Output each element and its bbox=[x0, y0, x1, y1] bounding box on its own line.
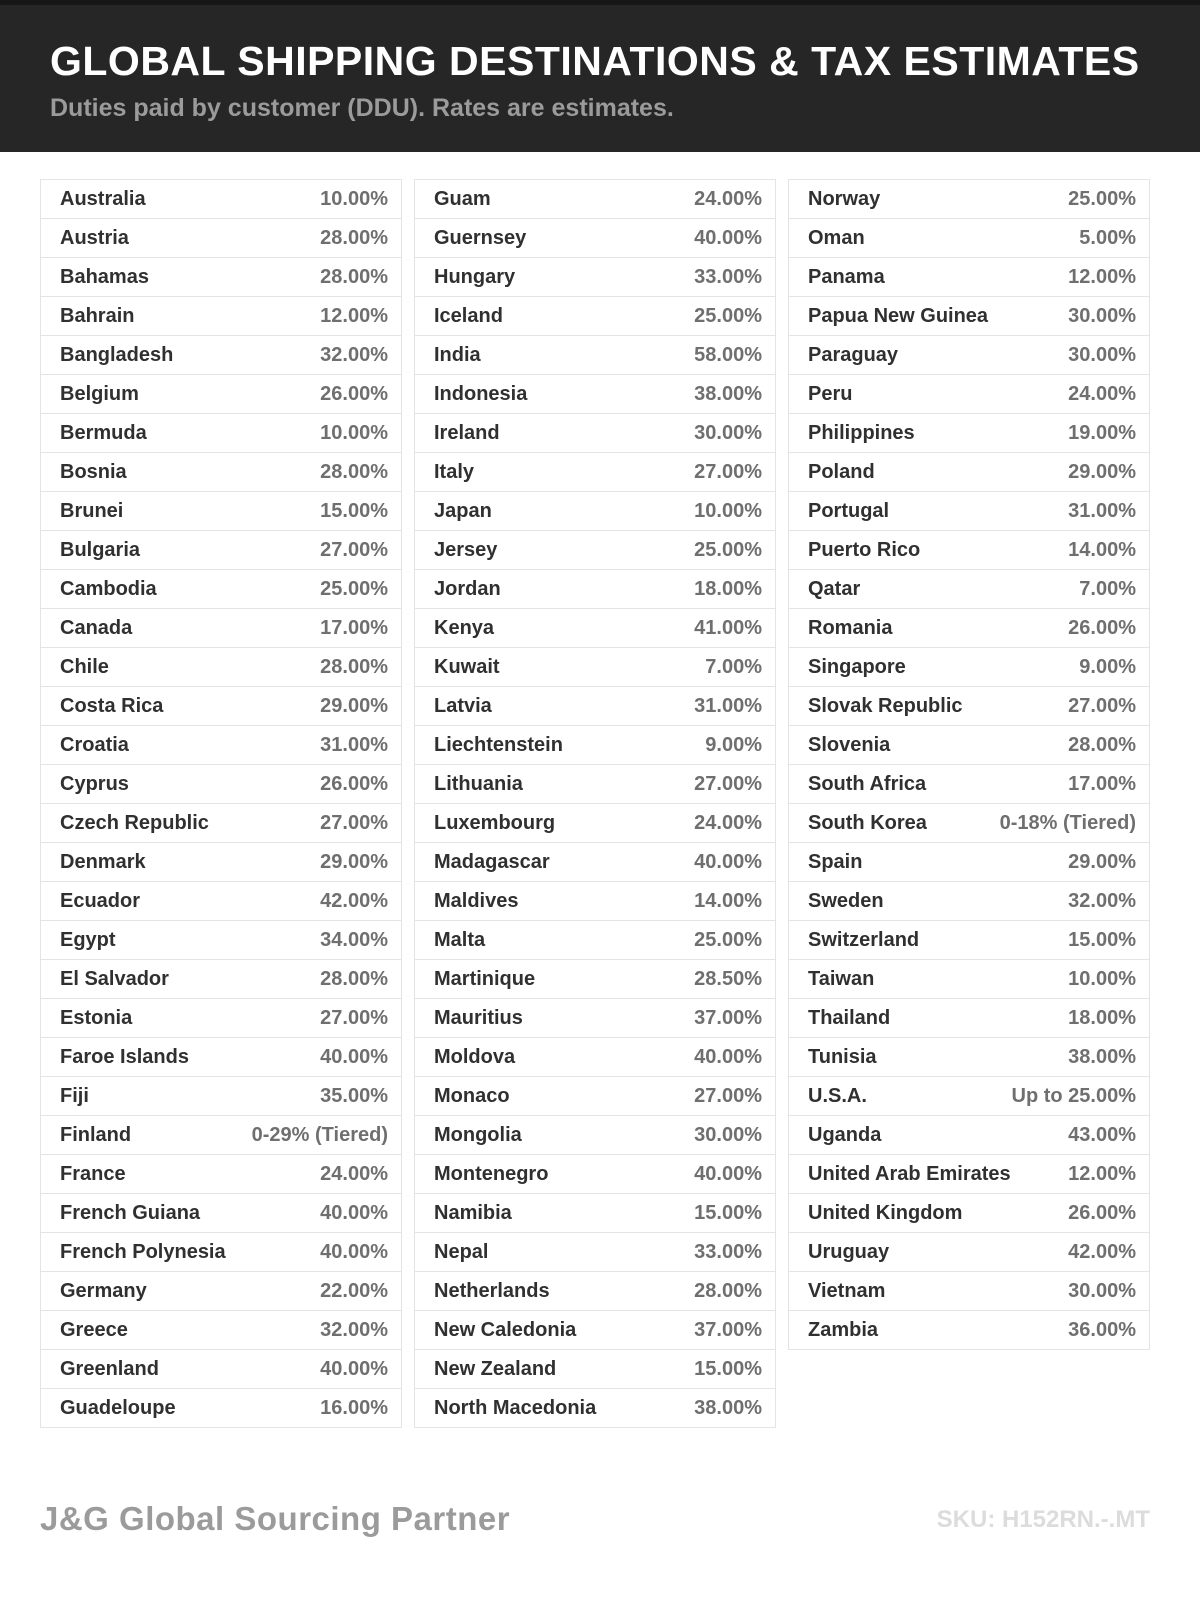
country-name: Luxembourg bbox=[434, 811, 556, 834]
country-name: Madagascar bbox=[434, 850, 550, 873]
country-name: Kuwait bbox=[434, 655, 500, 678]
tax-rate: 28.00% bbox=[320, 967, 388, 990]
table-row bbox=[40, 608, 402, 648]
table-row bbox=[788, 959, 1150, 999]
table-row bbox=[40, 335, 402, 375]
country-name: Greenland bbox=[60, 1357, 159, 1380]
country-name: Slovak Republic bbox=[808, 694, 963, 717]
table-row bbox=[788, 296, 1150, 336]
country-name: Singapore bbox=[808, 655, 906, 678]
tax-rate: 25.00% bbox=[320, 577, 388, 600]
table-row bbox=[788, 803, 1150, 843]
country-name: Latvia bbox=[434, 694, 492, 717]
tax-rate: 17.00% bbox=[320, 616, 388, 639]
tax-rate: 28.00% bbox=[320, 226, 388, 249]
tax-rate: 25.00% bbox=[694, 538, 762, 561]
country-name: Estonia bbox=[60, 1006, 133, 1029]
tax-rate: 10.00% bbox=[1068, 967, 1136, 990]
country-name: Ecuador bbox=[60, 889, 141, 912]
table-column-3 bbox=[788, 179, 1150, 1350]
table-row bbox=[414, 452, 776, 492]
tax-rate: 25.00% bbox=[1068, 187, 1136, 210]
table-row bbox=[414, 959, 776, 999]
country-name: Martinique bbox=[434, 967, 536, 990]
country-name: Namibia bbox=[434, 1201, 512, 1224]
tax-rate: 5.00% bbox=[1079, 226, 1136, 249]
tax-rate: 34.00% bbox=[320, 928, 388, 951]
table-row bbox=[788, 569, 1150, 609]
country-name: Chile bbox=[60, 655, 109, 678]
table-row bbox=[40, 1115, 402, 1155]
country-name: United Arab Emirates bbox=[808, 1162, 1011, 1185]
table-row bbox=[414, 374, 776, 414]
tax-rate: 28.00% bbox=[1068, 733, 1136, 756]
table-row bbox=[414, 1115, 776, 1155]
country-name: Papua New Guinea bbox=[808, 304, 989, 327]
table-row bbox=[40, 413, 402, 453]
tax-rate: 12.00% bbox=[1068, 1162, 1136, 1185]
table-row bbox=[414, 257, 776, 297]
country-name: Uganda bbox=[808, 1123, 882, 1146]
table-row bbox=[414, 218, 776, 258]
country-name: Poland bbox=[808, 460, 875, 483]
country-name: Cambodia bbox=[60, 577, 157, 600]
tax-rate: 42.00% bbox=[320, 889, 388, 912]
table-row bbox=[414, 686, 776, 726]
table-row bbox=[788, 725, 1150, 765]
country-name: Taiwan bbox=[808, 967, 875, 990]
tax-rate: 40.00% bbox=[694, 1162, 762, 1185]
table-row bbox=[788, 1271, 1150, 1311]
country-name: Finland bbox=[60, 1123, 132, 1146]
tax-rate: 24.00% bbox=[320, 1162, 388, 1185]
table-row bbox=[414, 530, 776, 570]
tax-rate: 29.00% bbox=[1068, 460, 1136, 483]
tax-rate: 12.00% bbox=[1068, 265, 1136, 288]
tax-rate: 33.00% bbox=[694, 1240, 762, 1263]
tax-rate: 27.00% bbox=[320, 1006, 388, 1029]
country-name: Iceland bbox=[434, 304, 503, 327]
table-row bbox=[788, 608, 1150, 648]
table-row bbox=[414, 569, 776, 609]
table-row bbox=[414, 881, 776, 921]
tax-rate: 28.00% bbox=[320, 655, 388, 678]
table-row bbox=[414, 1310, 776, 1350]
tax-rate: 28.00% bbox=[320, 460, 388, 483]
tax-rate: 0-18% (Tiered) bbox=[999, 811, 1136, 834]
tax-rate: 30.00% bbox=[1068, 304, 1136, 327]
tax-rate: 25.00% bbox=[694, 928, 762, 951]
country-name: Vietnam bbox=[808, 1279, 886, 1302]
country-name: Puerto Rico bbox=[808, 538, 921, 561]
country-name: Brunei bbox=[60, 499, 124, 522]
country-name: Lithuania bbox=[434, 772, 523, 795]
tax-rate: 26.00% bbox=[320, 382, 388, 405]
tax-rate: 14.00% bbox=[1068, 538, 1136, 561]
country-name: Canada bbox=[60, 616, 133, 639]
country-name: Mauritius bbox=[434, 1006, 523, 1029]
country-name: Bahamas bbox=[60, 265, 149, 288]
country-name: Philippines bbox=[808, 421, 915, 444]
table-row bbox=[788, 842, 1150, 882]
table-row bbox=[414, 335, 776, 375]
country-name: Slovenia bbox=[808, 733, 891, 756]
tax-rate: 15.00% bbox=[694, 1357, 762, 1380]
table-row bbox=[788, 257, 1150, 297]
country-name: Qatar bbox=[808, 577, 861, 600]
country-name: U.S.A. bbox=[808, 1084, 867, 1107]
table-row bbox=[414, 1271, 776, 1311]
country-name: Peru bbox=[808, 382, 853, 405]
tax-rate: 9.00% bbox=[1079, 655, 1136, 678]
country-name: Guernsey bbox=[434, 226, 527, 249]
tax-rate: 36.00% bbox=[1068, 1318, 1136, 1341]
tax-rate: 24.00% bbox=[694, 811, 762, 834]
country-name: Indonesia bbox=[434, 382, 528, 405]
tax-rate: 24.00% bbox=[694, 187, 762, 210]
tax-rate: 27.00% bbox=[694, 460, 762, 483]
table-row bbox=[40, 647, 402, 687]
country-name: Kenya bbox=[434, 616, 495, 639]
country-name: Egypt bbox=[60, 928, 116, 951]
table-row bbox=[40, 1154, 402, 1194]
table-row bbox=[788, 1115, 1150, 1155]
table-row bbox=[414, 725, 776, 765]
country-name: Switzerland bbox=[808, 928, 920, 951]
table-row bbox=[788, 413, 1150, 453]
table-row bbox=[788, 335, 1150, 375]
country-name: Jordan bbox=[434, 577, 501, 600]
table-row bbox=[40, 257, 402, 297]
country-name: North Macedonia bbox=[434, 1396, 597, 1419]
country-name: Bulgaria bbox=[60, 538, 141, 561]
country-name: Malta bbox=[434, 928, 486, 951]
tax-rate: 27.00% bbox=[320, 538, 388, 561]
country-name: Japan bbox=[434, 499, 492, 522]
country-name: Tunisia bbox=[808, 1045, 877, 1068]
tax-rate: 42.00% bbox=[1068, 1240, 1136, 1263]
country-name: Faroe Islands bbox=[60, 1045, 189, 1068]
country-name: South Africa bbox=[808, 772, 927, 795]
table-row bbox=[788, 218, 1150, 258]
table-row bbox=[788, 647, 1150, 687]
table-row bbox=[414, 1076, 776, 1116]
country-name: Jersey bbox=[434, 538, 498, 561]
tax-rate: 9.00% bbox=[705, 733, 762, 756]
table-row bbox=[414, 803, 776, 843]
country-name: United Kingdom bbox=[808, 1201, 963, 1224]
tax-rate: 29.00% bbox=[320, 850, 388, 873]
tax-rate: 27.00% bbox=[694, 772, 762, 795]
table-row bbox=[40, 1037, 402, 1077]
tax-rate: 30.00% bbox=[1068, 343, 1136, 366]
tax-rate: 40.00% bbox=[320, 1240, 388, 1263]
country-name: Montenegro bbox=[434, 1162, 549, 1185]
table-row bbox=[40, 179, 402, 219]
country-name: Costa Rica bbox=[60, 694, 164, 717]
tax-rate: 40.00% bbox=[320, 1357, 388, 1380]
table-row bbox=[414, 491, 776, 531]
country-name: Bahrain bbox=[60, 304, 135, 327]
sku-label: SKU: H152RN.-.MT bbox=[936, 1506, 1150, 1533]
country-name: Portugal bbox=[808, 499, 890, 522]
table-row bbox=[414, 1349, 776, 1389]
tax-rate: 17.00% bbox=[1068, 772, 1136, 795]
tax-rate: 31.00% bbox=[694, 694, 762, 717]
tax-rate: 27.00% bbox=[1068, 694, 1136, 717]
country-name: Austria bbox=[60, 226, 129, 249]
table-row bbox=[40, 803, 402, 843]
table-row bbox=[40, 569, 402, 609]
tax-rate: 28.00% bbox=[320, 265, 388, 288]
country-name: Bosnia bbox=[60, 460, 127, 483]
country-name: Belgium bbox=[60, 382, 139, 405]
page-footer bbox=[40, 1500, 1150, 1538]
country-name: Sweden bbox=[808, 889, 884, 912]
country-name: Paraguay bbox=[808, 343, 899, 366]
table-row bbox=[414, 1154, 776, 1194]
country-name: El Salvador bbox=[60, 967, 169, 990]
tax-rate: 32.00% bbox=[320, 343, 388, 366]
tax-rate: 7.00% bbox=[705, 655, 762, 678]
table-row bbox=[414, 647, 776, 687]
table-row bbox=[788, 452, 1150, 492]
tax-rate: 37.00% bbox=[694, 1006, 762, 1029]
tax-rate: 38.00% bbox=[694, 1396, 762, 1419]
tax-rate: 26.00% bbox=[1068, 616, 1136, 639]
tax-rate: 26.00% bbox=[320, 772, 388, 795]
table-row bbox=[414, 998, 776, 1038]
table-row bbox=[414, 842, 776, 882]
tax-rate: 40.00% bbox=[694, 226, 762, 249]
tax-rate: 37.00% bbox=[694, 1318, 762, 1341]
tax-rate: 29.00% bbox=[320, 694, 388, 717]
table-row bbox=[40, 530, 402, 570]
table-row bbox=[788, 1193, 1150, 1233]
tax-rate: 7.00% bbox=[1079, 577, 1136, 600]
table-row bbox=[40, 764, 402, 804]
table-row bbox=[40, 725, 402, 765]
table-row bbox=[40, 959, 402, 999]
table-row bbox=[788, 920, 1150, 960]
tax-rate: 10.00% bbox=[320, 421, 388, 444]
country-name: Fiji bbox=[60, 1084, 89, 1107]
table-row bbox=[788, 764, 1150, 804]
table-row bbox=[788, 686, 1150, 726]
tax-rate: 18.00% bbox=[694, 577, 762, 600]
table-row bbox=[40, 452, 402, 492]
table-row bbox=[40, 1076, 402, 1116]
tax-rate: 31.00% bbox=[320, 733, 388, 756]
table-row bbox=[788, 1076, 1150, 1116]
tax-rate: 33.00% bbox=[694, 265, 762, 288]
country-name: Netherlands bbox=[434, 1279, 550, 1302]
country-name: Cyprus bbox=[60, 772, 129, 795]
table-row bbox=[414, 296, 776, 336]
country-name: South Korea bbox=[808, 811, 927, 834]
table-row bbox=[414, 764, 776, 804]
tax-rate: 26.00% bbox=[1068, 1201, 1136, 1224]
country-name: Norway bbox=[808, 187, 881, 210]
country-name: Denmark bbox=[60, 850, 146, 873]
table-column-1 bbox=[40, 179, 402, 1428]
country-name: French Polynesia bbox=[60, 1240, 226, 1263]
table-row bbox=[788, 1037, 1150, 1077]
table-row bbox=[788, 1232, 1150, 1272]
table-row bbox=[788, 998, 1150, 1038]
tax-rate: 15.00% bbox=[1068, 928, 1136, 951]
country-name: Romania bbox=[808, 616, 893, 639]
tax-rate: 29.00% bbox=[1068, 850, 1136, 873]
table-row bbox=[788, 179, 1150, 219]
table-row bbox=[414, 1193, 776, 1233]
tax-rate: 32.00% bbox=[1068, 889, 1136, 912]
table-row bbox=[788, 1154, 1150, 1194]
country-name: Italy bbox=[434, 460, 475, 483]
page-header bbox=[0, 0, 1200, 152]
country-name: Greece bbox=[60, 1318, 128, 1341]
page-title: GLOBAL SHIPPING DESTINATIONS & TAX ESTIMATES bbox=[50, 38, 1140, 84]
tax-rate: 43.00% bbox=[1068, 1123, 1136, 1146]
country-name: Guam bbox=[434, 187, 491, 210]
tax-rate: 35.00% bbox=[320, 1084, 388, 1107]
table-row bbox=[40, 1310, 402, 1350]
tax-rate: 18.00% bbox=[1068, 1006, 1136, 1029]
country-name: Australia bbox=[60, 187, 146, 210]
brand-name: J&G Global Sourcing Partner bbox=[40, 1500, 511, 1537]
tax-rate: 16.00% bbox=[320, 1396, 388, 1419]
tax-rate: Up to 25.00% bbox=[1011, 1084, 1136, 1107]
tax-rate-table bbox=[40, 179, 1150, 1428]
country-name: Mongolia bbox=[434, 1123, 522, 1146]
table-row bbox=[788, 881, 1150, 921]
tax-rate: 40.00% bbox=[320, 1201, 388, 1224]
country-name: Uruguay bbox=[808, 1240, 890, 1263]
tax-rate: 14.00% bbox=[694, 889, 762, 912]
tax-rate: 12.00% bbox=[320, 304, 388, 327]
tax-rate: 58.00% bbox=[694, 343, 762, 366]
country-name: Guadeloupe bbox=[60, 1396, 176, 1419]
table-row bbox=[414, 413, 776, 453]
table-row bbox=[40, 374, 402, 414]
country-name: Monaco bbox=[434, 1084, 510, 1107]
country-name: New Caledonia bbox=[434, 1318, 577, 1341]
table-row bbox=[40, 686, 402, 726]
tax-rate: 32.00% bbox=[320, 1318, 388, 1341]
table-row bbox=[414, 608, 776, 648]
country-name: Panama bbox=[808, 265, 885, 288]
country-name: New Zealand bbox=[434, 1357, 557, 1380]
tax-rate: 15.00% bbox=[320, 499, 388, 522]
tax-rate: 41.00% bbox=[694, 616, 762, 639]
country-name: French Guiana bbox=[60, 1201, 201, 1224]
tax-rate: 40.00% bbox=[694, 850, 762, 873]
table-row bbox=[40, 1232, 402, 1272]
table-row bbox=[414, 1232, 776, 1272]
tax-rate: 30.00% bbox=[1068, 1279, 1136, 1302]
country-name: Moldova bbox=[434, 1045, 516, 1068]
country-name: Hungary bbox=[434, 265, 516, 288]
table-row bbox=[40, 296, 402, 336]
country-name: India bbox=[434, 343, 481, 366]
table-row bbox=[40, 881, 402, 921]
tax-rate: 27.00% bbox=[320, 811, 388, 834]
country-name: Oman bbox=[808, 226, 865, 249]
country-name: Liechtenstein bbox=[434, 733, 563, 756]
tax-rate: 40.00% bbox=[694, 1045, 762, 1068]
country-name: Germany bbox=[60, 1279, 147, 1302]
country-name: Zambia bbox=[808, 1318, 879, 1341]
country-name: Thailand bbox=[808, 1006, 891, 1029]
tax-rate: 30.00% bbox=[694, 421, 762, 444]
tax-rate: 15.00% bbox=[694, 1201, 762, 1224]
table-row bbox=[788, 491, 1150, 531]
country-name: Maldives bbox=[434, 889, 519, 912]
table-row bbox=[414, 1388, 776, 1428]
table-row bbox=[40, 491, 402, 531]
country-name: Bangladesh bbox=[60, 343, 174, 366]
tax-rate: 38.00% bbox=[694, 382, 762, 405]
country-name: Nepal bbox=[434, 1240, 489, 1263]
tax-rate: 25.00% bbox=[694, 304, 762, 327]
country-name: Bermuda bbox=[60, 421, 147, 444]
table-row bbox=[40, 1349, 402, 1389]
tax-rate: 28.00% bbox=[694, 1279, 762, 1302]
table-row bbox=[40, 218, 402, 258]
tax-rate: 38.00% bbox=[1068, 1045, 1136, 1068]
country-name: France bbox=[60, 1162, 126, 1185]
table-row bbox=[40, 1271, 402, 1311]
tax-rate: 40.00% bbox=[320, 1045, 388, 1068]
table-row bbox=[414, 920, 776, 960]
country-name: Croatia bbox=[60, 733, 129, 756]
country-name: Spain bbox=[808, 850, 863, 873]
tax-rate: 0-29% (Tiered) bbox=[251, 1123, 388, 1146]
tax-rate: 22.00% bbox=[320, 1279, 388, 1302]
tax-rate: 31.00% bbox=[1068, 499, 1136, 522]
table-row bbox=[40, 1193, 402, 1233]
tax-rate: 28.50% bbox=[694, 967, 762, 990]
tax-rate: 30.00% bbox=[694, 1123, 762, 1146]
tax-rate: 24.00% bbox=[1068, 382, 1136, 405]
page-subtitle: Duties paid by customer (DDU). Rates are estimates. bbox=[50, 94, 674, 123]
table-row bbox=[788, 374, 1150, 414]
table-row bbox=[40, 998, 402, 1038]
country-name: Ireland bbox=[434, 421, 500, 444]
tax-rate: 19.00% bbox=[1068, 421, 1136, 444]
table-row bbox=[40, 1388, 402, 1428]
table-row bbox=[40, 920, 402, 960]
table-row bbox=[788, 1310, 1150, 1350]
tax-rate: 10.00% bbox=[694, 499, 762, 522]
table-row bbox=[40, 842, 402, 882]
table-column-2 bbox=[414, 179, 776, 1428]
table-row bbox=[788, 530, 1150, 570]
table-row bbox=[414, 1037, 776, 1077]
tax-rate: 10.00% bbox=[320, 187, 388, 210]
tax-rate: 27.00% bbox=[694, 1084, 762, 1107]
country-name: Czech Republic bbox=[60, 811, 209, 834]
table-row bbox=[414, 179, 776, 219]
